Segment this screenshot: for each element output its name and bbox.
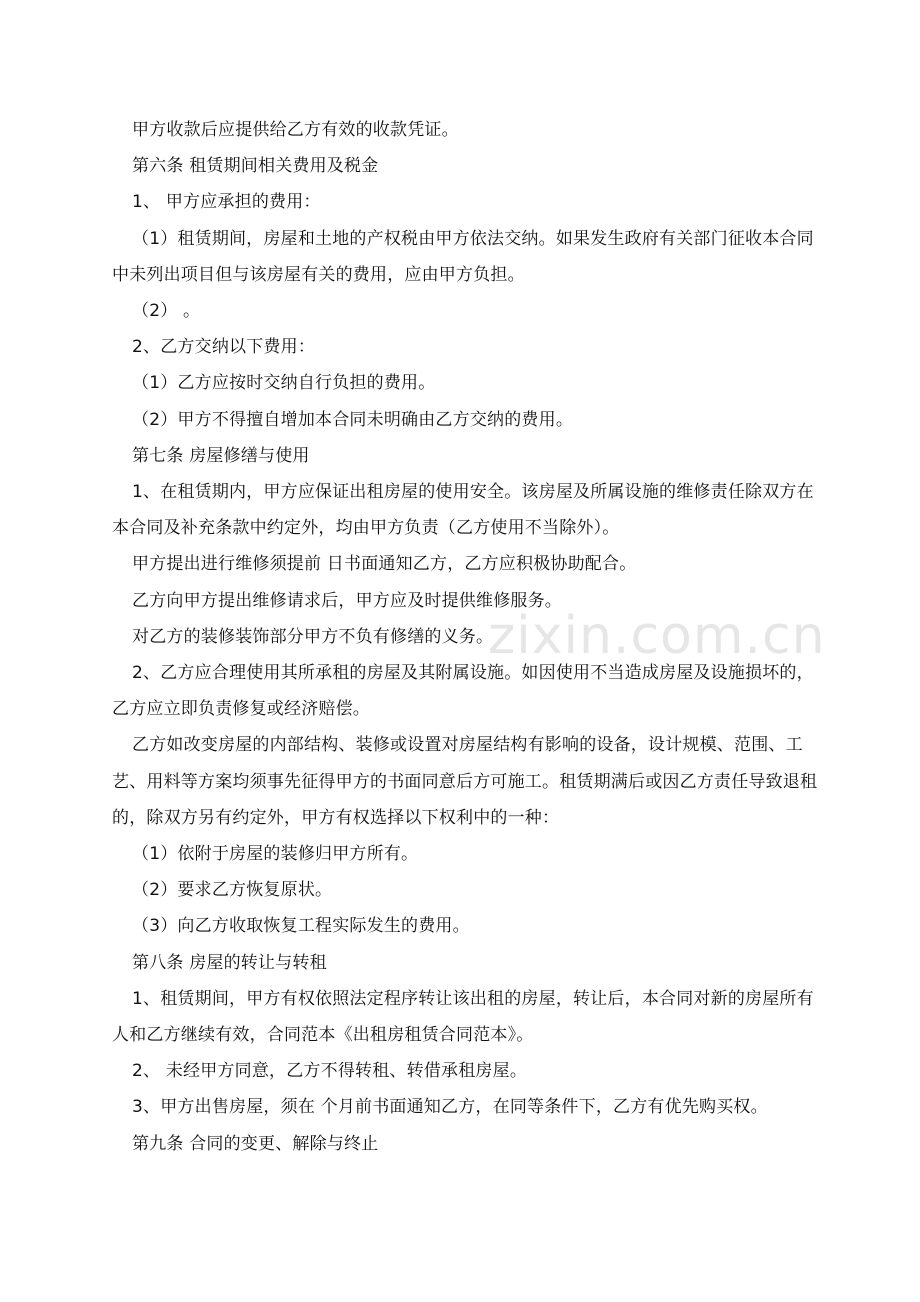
- paragraph: 3、甲方出售房屋，须在 个月前书面通知乙方，在同等条件下，乙方有优先购买权。: [132, 1097, 768, 1118]
- paragraph: 1、在租赁期内，甲方应保证出租房屋的使用安全。该房屋及所属设施的维修责任除双方在本合同及补充条款中约定外，均由甲方负责（乙方使用不当除外）。: [112, 482, 814, 539]
- paragraph: 甲方收款后应提供给乙方有效的收款凭证。: [132, 120, 459, 140]
- section-heading-8: 第八条 房屋的转让与转租: [132, 952, 327, 973]
- paragraph: 1、 甲方应承担的费用：: [132, 192, 321, 213]
- paragraph: （2） 。: [132, 301, 201, 322]
- paragraph: 乙方如改变房屋的内部结构、装修或设置对房屋结构有影响的设备，设计规模、范围、工艺、用料等方案均须事先征得甲方的书面同意后方可施工。租赁期满后或因乙方责任导致退租的，除双方另有约定外，甲方有权选择以下权利中的一种：: [112, 735, 818, 828]
- paragraph: 对乙方的装修装饰部分甲方不负有修缮的义务。: [132, 626, 494, 647]
- paragraph: （2）要求乙方恢复原状。: [132, 880, 333, 901]
- paragraph: 2、 未经甲方同意，乙方不得转租、转借承租房屋。: [132, 1061, 528, 1082]
- paragraph: （1）租赁期间，房屋和土地的产权税由甲方依法交纳。如果发生政府有关部门征收本合同中未列出项目但与该房屋有关的费用，应由甲方负担。: [112, 228, 814, 285]
- watermark-text: zixin.com.cn: [488, 606, 826, 666]
- paragraph: 2、乙方交纳以下费用：: [132, 337, 316, 358]
- section-heading-6: 第六条 租赁期间相关费用及税金: [132, 156, 379, 177]
- paragraph: （2）甲方不得擅自增加本合同未明确由乙方交纳的费用。: [132, 409, 574, 430]
- paragraph: 甲方提出进行维修须提前 日书面通知乙方，乙方应积极协助配合。: [132, 554, 637, 575]
- paragraph: （3）向乙方收取恢复工程实际发生的费用。: [132, 916, 470, 937]
- paragraph: 1、租赁期间，甲方有权依照法定程序转让该出租的房屋，转让后，本合同对新的房屋所有人和乙方继续有效，合同范本《出租房租赁合同范本》。: [112, 988, 814, 1046]
- paragraph: （1）依附于房屋的装修归甲方所有。: [132, 844, 419, 865]
- section-heading-9: 第九条 合同的变更、解除与终止: [132, 1133, 379, 1154]
- contract-body: [112, 112, 824, 1162]
- section-heading-7: 第七条 房屋修缮与使用: [132, 445, 310, 466]
- paragraph: 2、乙方应合理使用其所承租的房屋及其附属设施。如因使用不当造成房屋及设施损坏的，乙方应立即负责修复或经济赔偿。: [112, 663, 814, 720]
- paragraph: 乙方向甲方提出维修请求后，甲方应及时提供维修服务。: [132, 590, 562, 611]
- paragraph: （1）乙方应按时交纳自行负担的费用。: [132, 373, 436, 394]
